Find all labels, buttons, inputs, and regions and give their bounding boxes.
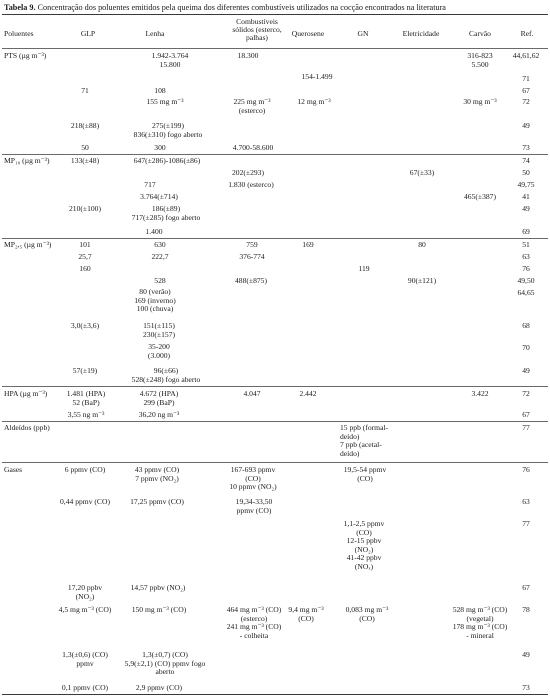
table-cell: 6 ppmv (CO) [64,465,106,474]
header-combustiveis-solidos: Combustíveis sólidos (esterco, palhas) [232,17,282,43]
table-cell: 133(±48) [70,156,100,165]
table-cell: 67 [522,86,530,95]
table-cell: 49,75 [517,180,535,189]
group-rule [2,462,548,463]
table-cell: 218(±88) [70,121,100,130]
table-cell: 376-774 [239,252,265,261]
table-cell: 67 [522,583,530,592]
table-cell: 44,61,62 [512,51,540,60]
table-cell: 70 [522,343,530,352]
table-cell: 2,9 ppmv (CO) [135,683,183,692]
table-cell: 1,1-2,5 ppmv (CO) 12-15 ppbv (NO₂) 41-42 ppbv (NOₓ) [343,519,385,571]
header-gn: GN [357,29,369,38]
table-top-rule [2,14,548,15]
table-cell: 101 [79,240,91,249]
table-cell: 51 [522,240,530,249]
table-cell: 25,7 [78,252,92,261]
table-cell: 1.830 (esterco) [228,180,274,189]
header-eletricidade: Eletricidade [402,29,440,38]
table-cell: 49,50 [517,276,535,285]
table-cell: 68 [522,321,530,330]
table-cell: 49 [522,204,530,213]
table-cell: 49 [522,366,530,375]
group-label-pts: PTS (µg m⁻³) [4,51,47,60]
table-cell: 36,20 ng m⁻³ [138,410,180,419]
header-querosene: Querosene [291,29,325,38]
table-cell: 78 [522,605,530,614]
group-label-mp25: MP₂,₅ (µg m⁻³) [4,240,52,249]
table-cell: 41 [522,192,530,201]
table-cell: 73 [522,683,530,692]
table-cell: 1.400 [145,227,163,236]
table-cell: 90(±121) [407,276,437,285]
table-cell: 528 [154,276,166,285]
group-label-mp10: MP₁₀ (µg m⁻³) [4,156,50,165]
table-cell: 222,7 [151,252,169,261]
table-cell: 12 mg m⁻³ [297,97,331,106]
header-ref: Ref. [520,29,534,38]
table-cell: 67(±33) [409,168,435,177]
table-cell: 71 [81,86,89,95]
table-cell: 155 mg m⁻³ [146,97,184,106]
group-rule [2,238,548,239]
table-cell: 50 [81,143,89,152]
table-cell: 210(±100) [68,204,101,213]
table-cell: 275(±199) 836(±310) fogo aberto [133,121,203,139]
table-cell: 1.481 (HPA) 52 (BaP) [66,389,106,407]
group-rule [2,386,548,387]
table-cell: 77 [522,519,530,528]
table-cell: 160 [79,264,91,273]
table-cell: 717 [144,180,156,189]
table-cell: 80 (verão) 169 (inverno) 100 (chuva) [134,287,176,314]
table-cell: 9,4 mg m⁻³ (CO) [288,605,324,623]
table-cell: 63 [522,497,530,506]
table-cell: 464 mg m⁻³ (CO) (esterco) 241 mg m⁻³ (CO) - colheita [226,605,282,640]
table-cell: 30 mg m⁻³ [463,97,497,106]
table-cell: 72 [522,97,530,106]
table-cell: 300 [154,143,166,152]
table-cell: 17,25 ppmv (CO) [130,497,184,506]
table-cell: 1.942-3.764 15.800 [151,51,189,69]
table-cell: 0,1 ppmv (CO) [61,683,109,692]
table-cell: 3,55 ng m⁻³ [67,410,105,419]
header-carvao: Carvão [469,29,491,38]
table-cell: 4.700-58.600 [232,143,274,152]
table-cell: 316-823 5.500 [467,51,493,69]
table-cell: 647(±286)-1086(±86) [133,156,201,165]
table-cell: 73 [522,143,530,152]
table-bottom-rule [2,694,548,695]
table-cell: 77 [522,423,530,432]
table-cell: 76 [522,465,530,474]
group-label-aldeidos: Aldeídos (ppb) [4,423,50,432]
table-cell: 225 mg m⁻³ (esterco) [233,97,271,115]
table-cell: 80 [418,240,426,249]
table-cell: 202(±293) [231,168,264,177]
table-caption-text: Concentração dos poluentes emitidos pela queima dos diferentes combustíveis utilizados na cocção encontrados na literatura [37,3,446,12]
table-cell: 154-1.499 [301,72,333,81]
group-rule [2,421,548,422]
table-cell: 14,57 ppbv (NO₂) [130,583,186,592]
table-cell: 0,083 mg m⁻³ (CO) [345,605,389,623]
table-cell: 64,65 [517,288,535,297]
table-cell: 2.442 [299,389,317,398]
group-label-hpa: HPA (µg m⁻³) [4,389,48,398]
table-cell: 69 [522,227,530,236]
table-cell: 630 [154,240,166,249]
table-cell: 19,34-33,50 ppmv (CO) [235,497,273,515]
table-cell: 488(±875) [234,276,267,285]
group-rule [2,154,548,155]
table-cell: 67 [522,410,530,419]
table-cell: 17,20 ppbv (NO₂) [67,583,103,601]
table-cell: 3,0(±3,6) [70,321,100,330]
table-cell: 35-200 (3.000) [147,342,171,360]
table-cell: 57(±19) [72,366,98,375]
header-glp: GLP [80,29,96,38]
table-cell: 3.764(±714) [140,192,178,201]
table-cell: 150 mg m⁻³ (CO) [131,605,187,614]
table-cell: 74 [522,156,530,165]
table-cell: 0,44 ppmv (CO) [60,497,110,506]
group-label-gases: Gases [4,465,23,474]
header-poluentes: Poluentes [4,29,34,38]
table-cell: 18.300 [237,51,259,60]
table-cell: 151(±115) 230(±157) [142,321,175,339]
header-rule [2,48,548,49]
table-cell: 15 ppb (formal- deído) 7 ppb (acetal- deído) [340,423,389,458]
table-cell: 72 [522,389,530,398]
table-cell: 186(±89) 717(±285) fogo aberto [131,204,201,222]
table-cell: 4.672 (HPA) 299 (BaP) [139,389,179,407]
table-cell: 759 [246,240,258,249]
table-cell: 108 [154,86,166,95]
table-caption [4,3,446,12]
table-cell: 76 [522,264,530,273]
table-cell: 50 [522,168,530,177]
table-cell: 49 [522,650,530,659]
table-cell: 49 [522,121,530,130]
table-cell: 4,5 mg m⁻³ (CO) [58,605,112,614]
table-cell: 169 [302,240,314,249]
table-cell: 71 [522,74,530,83]
table-cell: 96(±66) 528(±248) fogo aberto [131,366,201,384]
table-cell: 465(±387) [463,192,496,201]
table-caption-label: Tabela 9. [4,3,36,12]
table-cell: 528 mg m⁻³ (CO) (vegetal) 178 mg m⁻³ (CO) - mineral [452,605,508,640]
table-cell: 119 [358,264,370,273]
table-cell: 43 ppmv (CO) 7 ppmv (NO₂) [134,465,180,483]
table-cell: 19,5-54 ppmv (CO) [343,465,387,483]
table-cell: 167-693 ppmv (CO) 10 ppmv (NO₂) [229,465,277,492]
table-cell: 1,3(±0,6) (CO) ppmv [62,650,108,668]
table-cell: 3.422 [471,389,489,398]
table-cell: 1,3(±0,7) (CO) 5,9(±2,1) (CO) ppmv fogo aberto [124,650,206,677]
table-cell: 63 [522,252,530,261]
table-cell: 4.047 [243,389,261,398]
header-lenha: Lenha [145,29,165,38]
